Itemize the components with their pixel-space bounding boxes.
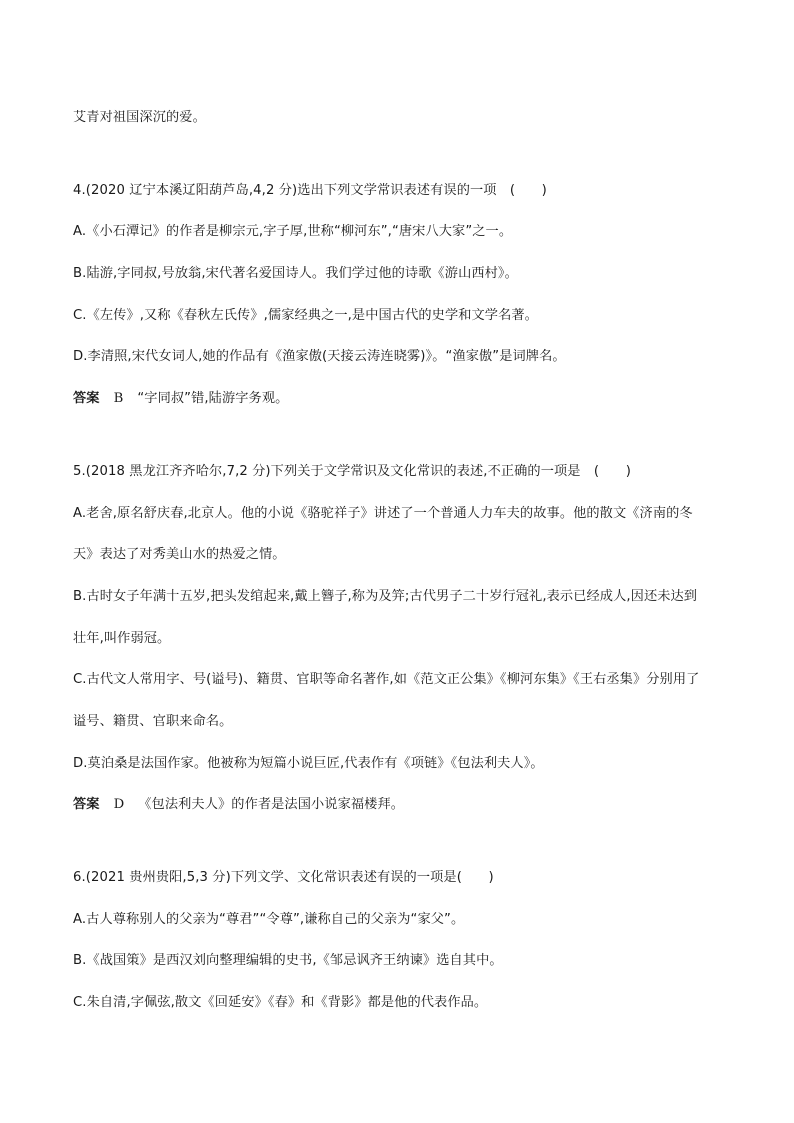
intro-tail-text: 艾青对祖国深沉的爱。 — [73, 110, 206, 125]
q5-option-c-line2: 谥号、籍贯、官职来命名。 — [73, 714, 233, 729]
q6-option-a: A.古人尊称别人的父亲为“尊君”“令尊”,谦称自己的父亲为“家父”。 — [73, 912, 465, 927]
q4-option-d: D.李清照,宋代女词人,她的作品有《渔家傲(天接云涛连晓雾)》。“渔家傲”是词牌名。 — [73, 349, 566, 364]
q4-option-b: B.陆游,字同叔,号放翁,宋代著名爱国诗人。我们学过他的诗歌《游山西村》。 — [73, 266, 518, 281]
answer-explanation: 《包法利夫人》的作者是法国小说家福楼拜。 — [138, 797, 405, 812]
q5-option-a-line2: 天》表达了对秀美山水的热爱之情。 — [73, 547, 286, 562]
q5-option-d: D.莫泊桑是法国作家。他被称为短篇小说巨匠,代表作有《项链》《包法利夫人》。 — [73, 756, 544, 771]
q5-option-b-line1: B.古时女子年满十五岁,把头发绾起来,戴上簪子,称为及笄;古代男子二十岁行冠礼,表示已经成人,因还未达到 — [73, 589, 698, 604]
q4-answer — [73, 390, 288, 408]
answer-label: 答案 — [73, 797, 100, 812]
q5-option-c-line1: C.古代文人常用字、号(谥号)、籍贯、官职等命名著作,如《范文正公集》《柳河东集》《王右丞集》分别用了 — [73, 672, 700, 687]
answer-label: 答案 — [73, 391, 100, 406]
answer-key: D — [113, 797, 125, 812]
q6-option-b: B.《战国策》是西汉刘向整理编辑的史书,《邹忌讽齐王纳谏》选自其中。 — [73, 953, 503, 968]
answer-explanation: “字同叔”错,陆游字务观。 — [137, 391, 289, 406]
q4-option-a: A.《小石潭记》的作者是柳宗元,字子厚,世称“柳河东”,“唐宋八大家”之一。 — [73, 224, 513, 239]
q5-stem: 5.(2018 黑龙江齐齐哈尔,7,2 分)下列关于文学常识及文化常识的表述,不正确的一项是 ( ) — [73, 464, 631, 479]
q5-answer — [73, 796, 404, 814]
q6-stem: 6.(2021 贵州贵阳,5,3 分)下列文学、文化常识表述有误的一项是( ) — [73, 870, 494, 885]
q4-stem: 4.(2020 辽宁本溪辽阳葫芦岛,4,2 分)选出下列文学常识表述有误的一项 ( ) — [73, 183, 547, 198]
q5-option-a-line1: A.老舍,原名舒庆春,北京人。他的小说《骆驼祥子》讲述了一个普通人力车夫的故事。他的散文《济南的冬 — [73, 506, 693, 521]
q5-option-b-line2: 壮年,叫作弱冠。 — [73, 631, 171, 646]
q6-option-c: C.朱自清,字佩弦,散文《回延安》《春》和《背影》都是他的代表作品。 — [73, 995, 488, 1010]
q4-option-c: C.《左传》,又称《春秋左氏传》,儒家经典之一,是中国古代的史学和文学名著。 — [73, 308, 538, 323]
answer-key: B — [113, 391, 124, 406]
